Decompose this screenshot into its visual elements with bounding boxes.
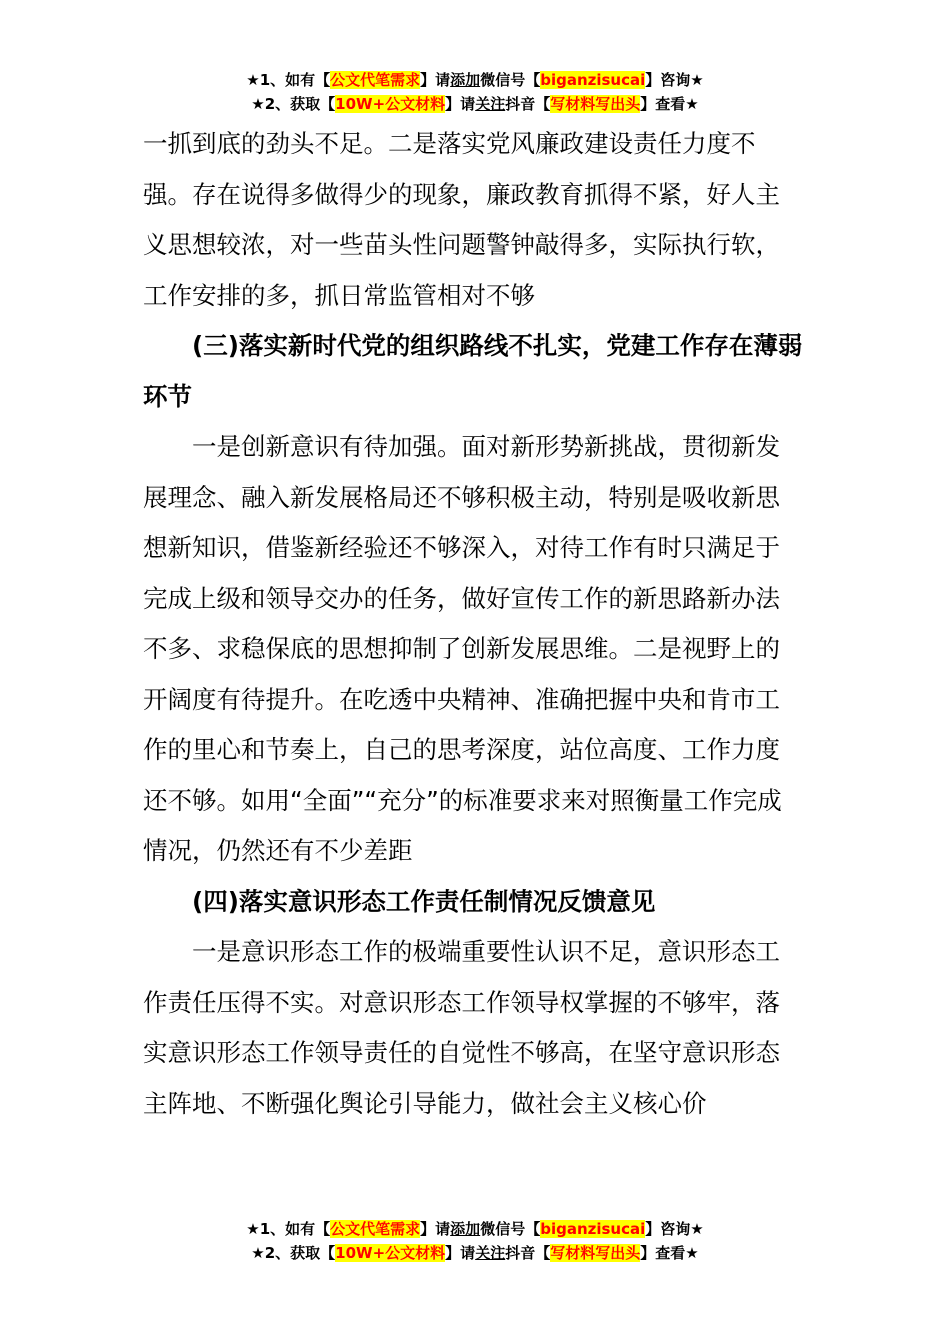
banner-text: 微信号【 bbox=[480, 71, 541, 89]
underlined-follow: 关注 bbox=[475, 95, 506, 113]
star-icon: ★ bbox=[685, 95, 699, 113]
banner-text: 】请 bbox=[420, 1220, 451, 1238]
paragraph-continued: 一抓到底的劲头不足。二是落实党风廉政建设责任力度不强。存在说得多做得少的现象，廉政教育抓得不紧，好人主义思想较浓，对一些苗头性问题警钟敲得多，实际执行软，工作安排的多，抓日常监管相对不够 bbox=[143, 129, 780, 310]
banner-line-2 bbox=[0, 1241, 950, 1265]
star-icon: ★ bbox=[246, 1220, 260, 1238]
highlight-douyin-id: 写材料写出头 bbox=[550, 1244, 641, 1262]
banner-text: 1、如有【 bbox=[259, 71, 331, 89]
highlight-materials: 10W+公文材料 bbox=[335, 1244, 446, 1262]
highlight-service: 公文代笔需求 bbox=[330, 1220, 421, 1238]
banner-text: 2、获取【 bbox=[264, 1244, 336, 1262]
star-icon: ★ bbox=[251, 95, 265, 113]
banner-text: 2、获取【 bbox=[264, 95, 336, 113]
paragraph-section-4: 一是意识形态工作的极端重要性认识不足，意识形态工作责任压得不实。对意识形态工作领导权掌握的不够牢，落实意识形态工作领导责任的自觉性不够高，在坚守意识形态主阵地、不断强化舆论引导能力，做社会主义核心价 bbox=[143, 937, 780, 1118]
section-heading-3: (三)落实新时代党的组织路线不扎实，党建工作存在薄弱环节 bbox=[143, 331, 803, 411]
banner-line-1 bbox=[0, 68, 950, 92]
banner-text: 】查看 bbox=[640, 95, 686, 113]
underlined-add: 添加 bbox=[450, 1220, 481, 1238]
banner-text: 微信号【 bbox=[480, 1220, 541, 1238]
section-heading-4: (四)落实意识形态工作责任制情况反馈意见 bbox=[192, 886, 656, 916]
banner-text: 】请 bbox=[445, 1244, 476, 1262]
top-banner bbox=[0, 68, 950, 116]
star-icon: ★ bbox=[690, 71, 704, 89]
banner-text: 抖音【 bbox=[505, 1244, 551, 1262]
underlined-add: 添加 bbox=[450, 71, 481, 89]
banner-text: 】请 bbox=[445, 95, 476, 113]
highlight-wechat-id: biganzisucai bbox=[540, 71, 646, 89]
highlight-wechat-id: biganzisucai bbox=[540, 1220, 646, 1238]
underlined-follow: 关注 bbox=[475, 1244, 506, 1262]
star-icon: ★ bbox=[246, 71, 260, 89]
highlight-douyin-id: 写材料写出头 bbox=[550, 95, 641, 113]
banner-text: 】查看 bbox=[640, 1244, 686, 1262]
star-icon: ★ bbox=[251, 1244, 265, 1262]
star-icon: ★ bbox=[690, 1220, 704, 1238]
highlight-service: 公文代笔需求 bbox=[330, 71, 421, 89]
highlight-materials: 10W+公文材料 bbox=[335, 95, 446, 113]
banner-text: 】咨询 bbox=[645, 71, 691, 89]
paragraph-section-3: 一是创新意识有待加强。面对新形势新挑战，贯彻新发展理念、融入新发展格局还不够积极主动，特别是吸收新思想新知识，借鉴新经验还不够深入，对待工作有时只满足于完成上级和领导交办的任务，做好宣传工作的新思路新办法不多、求稳保底的思想抑制了创新发展思维。二是视野上的开阔度有待提升。在吃透中央精神、准确把握中央和肯市工作的里心和节奏上，自己的思考深度，站位高度、工作力度还不够。如用“全面”“充分”的标准要求来对照衡量工作完成情况，仍然还有不少差距 bbox=[143, 432, 782, 865]
bottom-banner bbox=[0, 1217, 950, 1265]
banner-text: 1、如有【 bbox=[259, 1220, 331, 1238]
star-icon: ★ bbox=[685, 1244, 699, 1262]
banner-line-2 bbox=[0, 92, 950, 116]
banner-text: 】请 bbox=[420, 71, 451, 89]
document-body bbox=[143, 119, 803, 1129]
banner-text: 抖音【 bbox=[505, 95, 551, 113]
banner-line-1 bbox=[0, 1217, 950, 1241]
banner-text: 】咨询 bbox=[645, 1220, 691, 1238]
